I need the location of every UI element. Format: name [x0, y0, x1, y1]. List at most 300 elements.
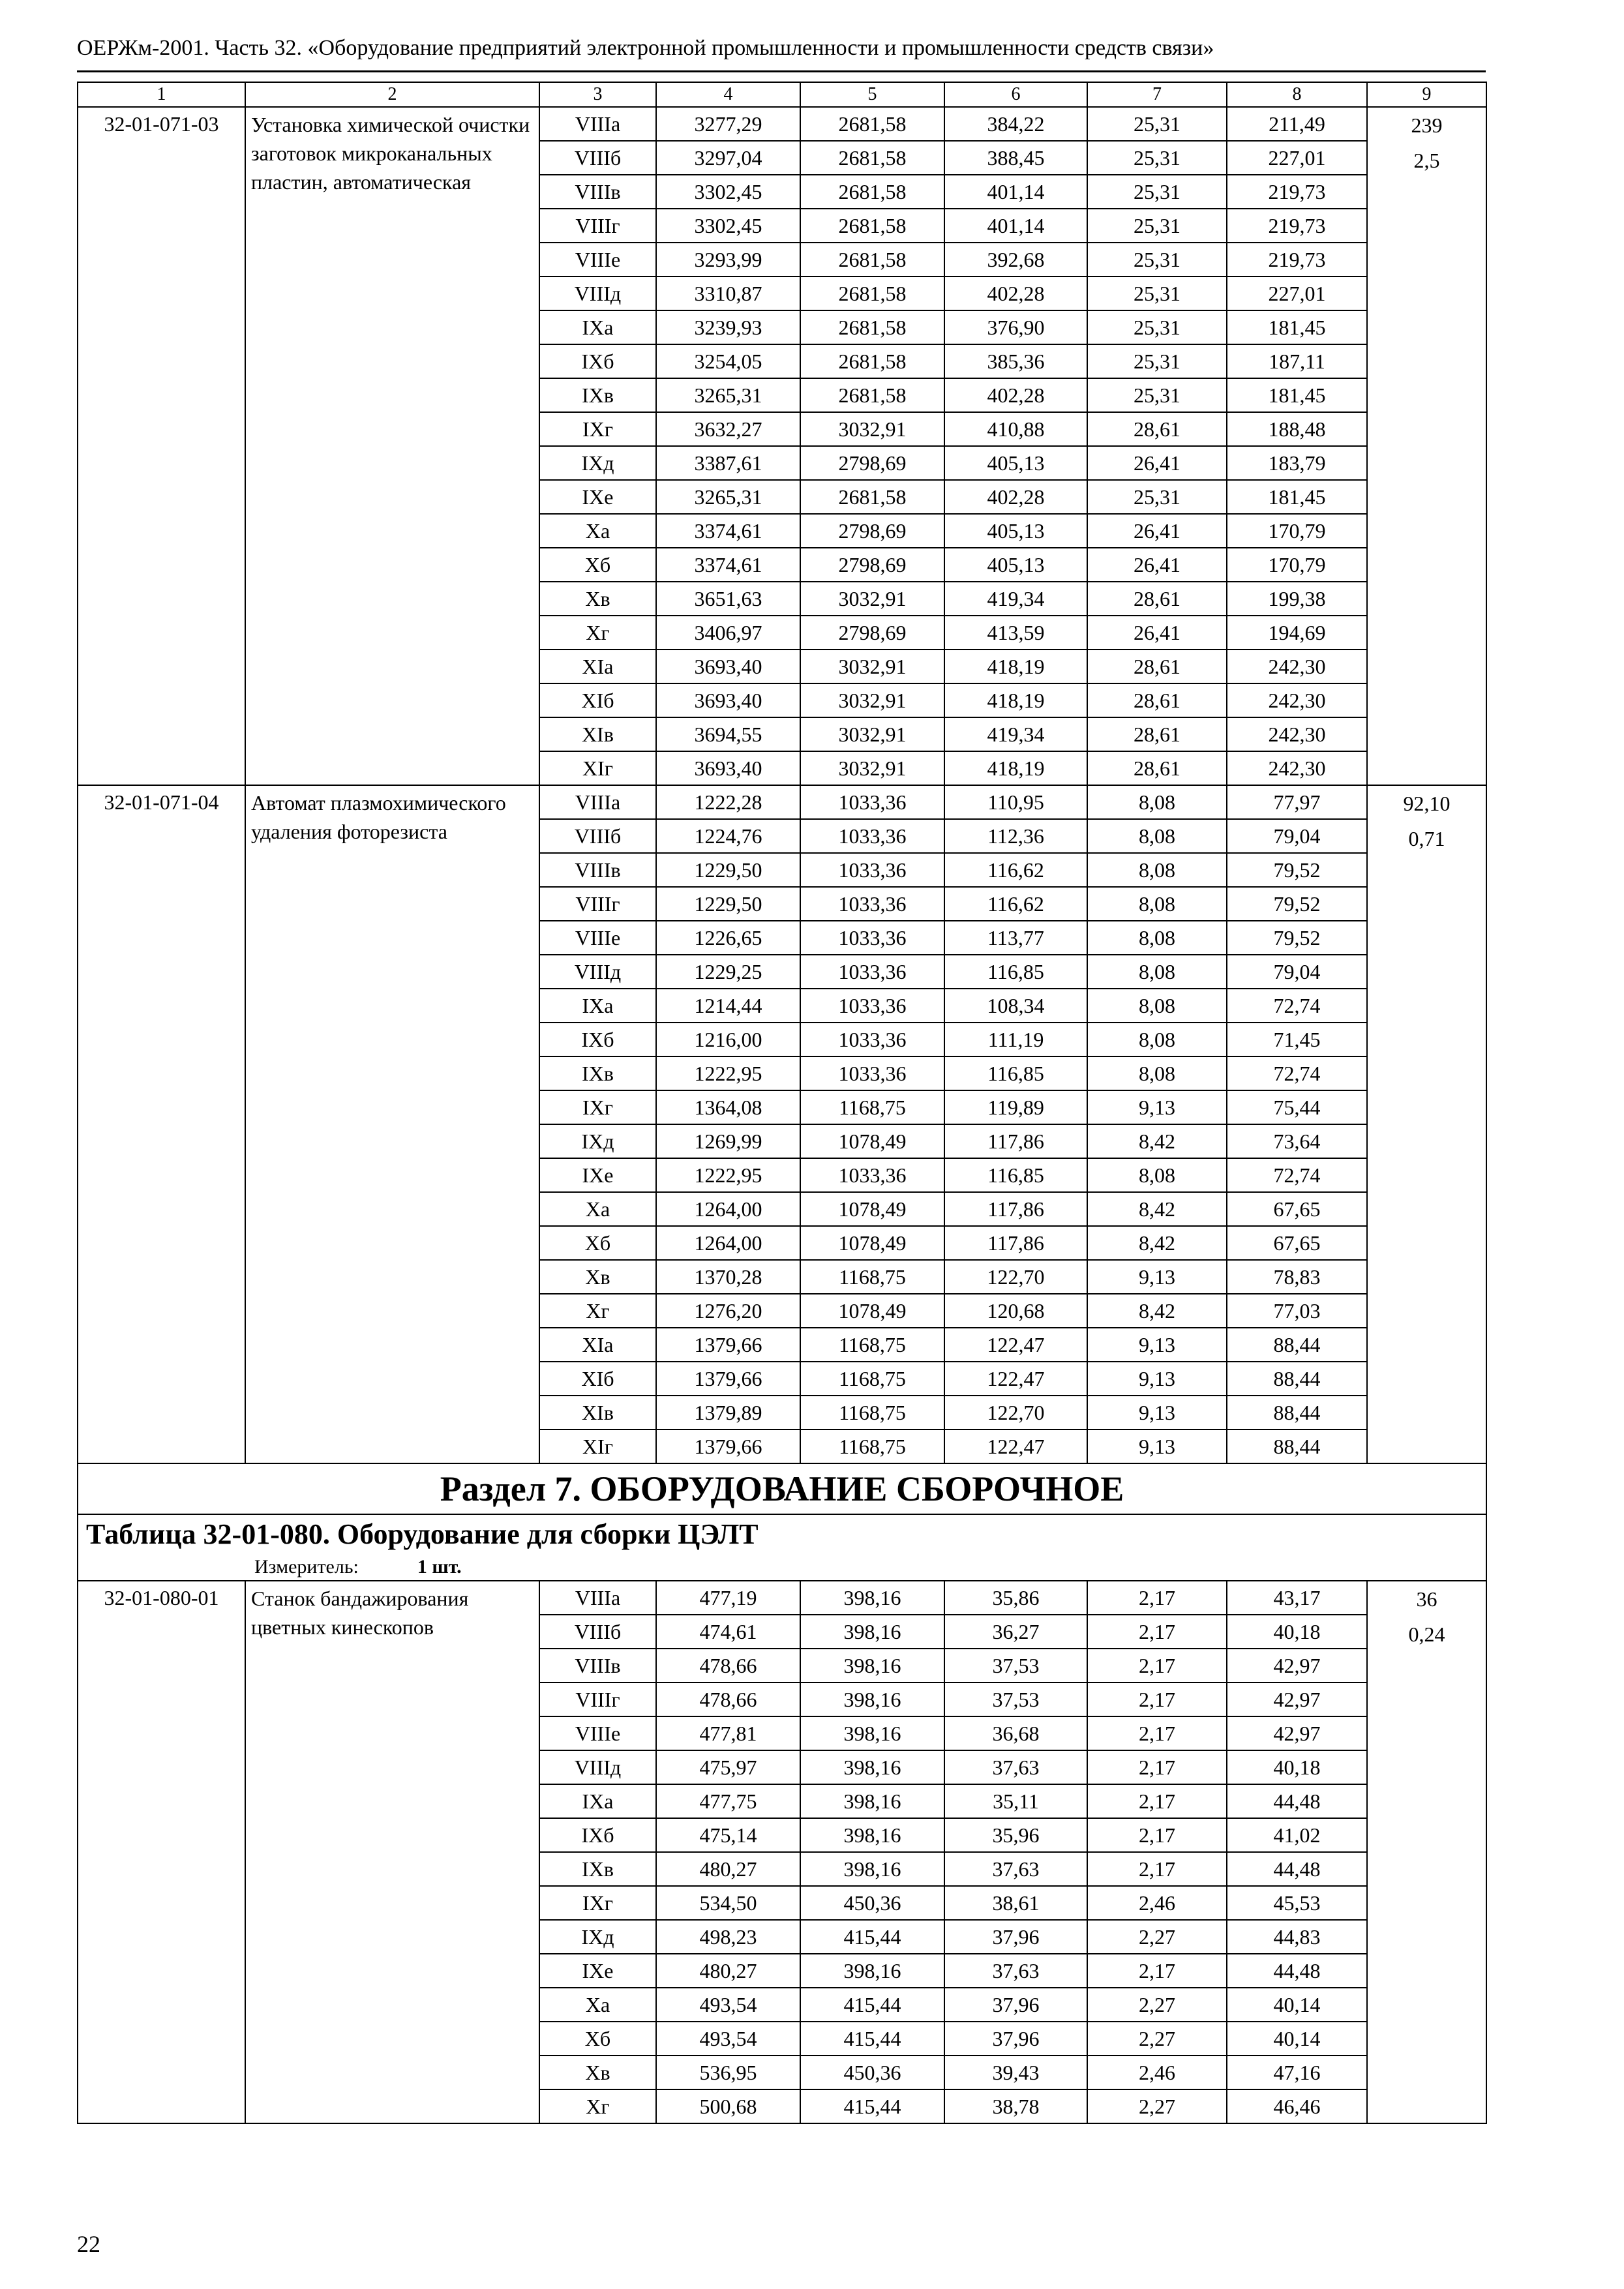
- wage-cell: 398,16: [800, 1784, 944, 1818]
- wage-cell: 2681,58: [800, 480, 944, 514]
- zone-cell: XIг: [539, 1429, 656, 1463]
- machine-wage-cell: 8,08: [1087, 785, 1227, 819]
- machine-wage-cell: 2,17: [1087, 1784, 1227, 1818]
- zone-cell: VIIIд: [539, 277, 656, 310]
- page-header: ОЕРЖм-2001. Часть 32. «Оборудование предприятий электронной промышленности и промышленности средств связи»: [77, 36, 1214, 60]
- machine-cell: 110,95: [944, 785, 1087, 819]
- wage-cell: 1168,75: [800, 1090, 944, 1124]
- total-cell: 493,54: [656, 1988, 800, 2022]
- materials-cell: 88,44: [1227, 1328, 1367, 1362]
- machine-cell: 38,61: [944, 1886, 1087, 1920]
- wage-cell: 2798,69: [800, 548, 944, 582]
- zone-cell: Xг: [539, 2089, 656, 2123]
- zone-cell: IXв: [539, 1056, 656, 1090]
- zone-cell: IXа: [539, 1784, 656, 1818]
- zone-cell: IXб: [539, 1023, 656, 1056]
- machinist-hours: 2,5: [1413, 149, 1440, 172]
- machine-cell: 35,86: [944, 1581, 1087, 1615]
- machine-cell: 418,19: [944, 751, 1087, 785]
- materials-cell: 46,46: [1227, 2089, 1367, 2123]
- wage-cell: 1033,36: [800, 785, 944, 819]
- machine-wage-cell: 28,61: [1087, 582, 1227, 616]
- materials-cell: 211,49: [1227, 107, 1367, 141]
- machine-wage-cell: 9,13: [1087, 1429, 1227, 1463]
- materials-cell: 47,16: [1227, 2056, 1367, 2089]
- zone-cell: IXе: [539, 1954, 656, 1988]
- machine-cell: 37,53: [944, 1649, 1087, 1683]
- machine-wage-cell: 8,42: [1087, 1226, 1227, 1260]
- wage-cell: 2681,58: [800, 310, 944, 344]
- item-code: 32-01-080-01: [78, 1581, 245, 2123]
- total-cell: 3387,61: [656, 446, 800, 480]
- materials-cell: 43,17: [1227, 1581, 1367, 1615]
- machine-cell: 418,19: [944, 650, 1087, 683]
- machine-wage-cell: 9,13: [1087, 1090, 1227, 1124]
- machine-wage-cell: 8,08: [1087, 1158, 1227, 1192]
- zone-cell: IXд: [539, 1124, 656, 1158]
- machine-wage-cell: 9,13: [1087, 1260, 1227, 1294]
- machine-wage-cell: 25,31: [1087, 107, 1227, 141]
- machine-wage-cell: 8,08: [1087, 955, 1227, 989]
- materials-cell: 44,48: [1227, 1954, 1367, 1988]
- column-number: 5: [800, 82, 944, 107]
- total-cell: 478,66: [656, 1649, 800, 1683]
- zone-cell: IXд: [539, 1920, 656, 1954]
- materials-cell: 73,64: [1227, 1124, 1367, 1158]
- machine-cell: 35,11: [944, 1784, 1087, 1818]
- total-cell: 3265,31: [656, 378, 800, 412]
- materials-cell: 78,83: [1227, 1260, 1367, 1294]
- header-rule: [77, 70, 1486, 72]
- machine-wage-cell: 25,31: [1087, 277, 1227, 310]
- column-number: 2: [245, 82, 539, 107]
- wage-cell: 415,44: [800, 1988, 944, 2022]
- materials-cell: 75,44: [1227, 1090, 1367, 1124]
- machine-cell: 122,47: [944, 1328, 1087, 1362]
- wage-cell: 2798,69: [800, 514, 944, 548]
- machine-cell: 405,13: [944, 548, 1087, 582]
- machine-wage-cell: 28,61: [1087, 751, 1227, 785]
- zone-cell: VIIIе: [539, 243, 656, 277]
- materials-cell: 181,45: [1227, 480, 1367, 514]
- total-cell: 3293,99: [656, 243, 800, 277]
- machine-cell: 405,13: [944, 446, 1087, 480]
- machine-wage-cell: 9,13: [1087, 1328, 1227, 1362]
- zone-cell: IXг: [539, 1886, 656, 1920]
- total-cell: 1229,25: [656, 955, 800, 989]
- wage-cell: 2798,69: [800, 616, 944, 650]
- machine-cell: 122,70: [944, 1396, 1087, 1429]
- column-number: 7: [1087, 82, 1227, 107]
- labor-hours: 36: [1416, 1587, 1437, 1611]
- total-cell: 3239,93: [656, 310, 800, 344]
- total-cell: 493,54: [656, 2022, 800, 2056]
- materials-cell: 45,53: [1227, 1886, 1367, 1920]
- machine-wage-cell: 2,17: [1087, 1750, 1227, 1784]
- machine-cell: 116,62: [944, 887, 1087, 921]
- materials-cell: 88,44: [1227, 1429, 1367, 1463]
- materials-cell: 71,45: [1227, 1023, 1367, 1056]
- wage-cell: 1033,36: [800, 1056, 944, 1090]
- machine-cell: 35,96: [944, 1818, 1087, 1852]
- total-cell: 1379,66: [656, 1328, 800, 1362]
- zone-cell: IXе: [539, 1158, 656, 1192]
- machine-cell: 119,89: [944, 1090, 1087, 1124]
- machine-cell: 37,96: [944, 1988, 1087, 2022]
- wage-cell: 3032,91: [800, 412, 944, 446]
- machine-cell: 113,77: [944, 921, 1087, 955]
- measure-label: Измеритель:: [254, 1556, 359, 1578]
- wage-cell: 415,44: [800, 2022, 944, 2056]
- zone-cell: VIIIв: [539, 1649, 656, 1683]
- machine-wage-cell: 26,41: [1087, 616, 1227, 650]
- wage-cell: 1033,36: [800, 955, 944, 989]
- wage-cell: 450,36: [800, 1886, 944, 1920]
- materials-cell: 242,30: [1227, 751, 1367, 785]
- materials-cell: 67,65: [1227, 1192, 1367, 1226]
- machine-wage-cell: 8,08: [1087, 1023, 1227, 1056]
- total-cell: 1226,65: [656, 921, 800, 955]
- total-cell: 1216,00: [656, 1023, 800, 1056]
- zone-cell: VIIIд: [539, 955, 656, 989]
- materials-cell: 40,18: [1227, 1750, 1367, 1784]
- materials-cell: 242,30: [1227, 683, 1367, 717]
- machine-cell: 418,19: [944, 683, 1087, 717]
- materials-cell: 44,83: [1227, 1920, 1367, 1954]
- wage-cell: 398,16: [800, 1615, 944, 1649]
- total-cell: 480,27: [656, 1954, 800, 1988]
- total-cell: 1224,76: [656, 819, 800, 853]
- total-cell: 1276,20: [656, 1294, 800, 1328]
- machine-cell: 37,96: [944, 1920, 1087, 1954]
- materials-cell: 72,74: [1227, 1056, 1367, 1090]
- wage-cell: 1168,75: [800, 1328, 944, 1362]
- machine-wage-cell: 2,17: [1087, 1852, 1227, 1886]
- wage-cell: 415,44: [800, 1920, 944, 1954]
- materials-cell: 79,52: [1227, 853, 1367, 887]
- total-cell: 3254,05: [656, 344, 800, 378]
- zone-cell: VIIIг: [539, 1683, 656, 1716]
- wage-cell: 1078,49: [800, 1192, 944, 1226]
- zone-cell: IXб: [539, 344, 656, 378]
- total-cell: 1214,44: [656, 989, 800, 1023]
- machine-wage-cell: 28,61: [1087, 412, 1227, 446]
- zone-cell: XIв: [539, 1396, 656, 1429]
- total-cell: 534,50: [656, 1886, 800, 1920]
- wage-cell: 3032,91: [800, 717, 944, 751]
- total-cell: 477,75: [656, 1784, 800, 1818]
- wage-cell: 3032,91: [800, 683, 944, 717]
- machine-cell: 385,36: [944, 344, 1087, 378]
- wage-cell: 3032,91: [800, 582, 944, 616]
- table-title-row: [78, 1514, 1486, 1554]
- materials-cell: 42,97: [1227, 1683, 1367, 1716]
- machine-wage-cell: 2,46: [1087, 2056, 1227, 2089]
- materials-cell: 79,04: [1227, 955, 1367, 989]
- measure-value: 1 шт.: [417, 1556, 462, 1578]
- machine-cell: 117,86: [944, 1192, 1087, 1226]
- materials-cell: 77,97: [1227, 785, 1367, 819]
- zone-cell: IXг: [539, 1090, 656, 1124]
- materials-cell: 219,73: [1227, 175, 1367, 209]
- total-cell: 1379,66: [656, 1362, 800, 1396]
- section-title: Раздел 7. ОБОРУДОВАНИЕ СБОРОЧНОЕ: [78, 1463, 1486, 1514]
- total-cell: 3297,04: [656, 141, 800, 175]
- machine-cell: 419,34: [944, 717, 1087, 751]
- total-cell: 1222,95: [656, 1056, 800, 1090]
- total-cell: 3277,29: [656, 107, 800, 141]
- materials-cell: 67,65: [1227, 1226, 1367, 1260]
- machine-wage-cell: 2,17: [1087, 1581, 1227, 1615]
- machine-wage-cell: 2,17: [1087, 1716, 1227, 1750]
- table-title: Таблица 32-01-080. Оборудование для сборки ЦЭЛТ: [78, 1514, 1486, 1554]
- materials-cell: 219,73: [1227, 209, 1367, 243]
- total-cell: 3651,63: [656, 582, 800, 616]
- total-cell: 3374,61: [656, 548, 800, 582]
- zone-cell: IXа: [539, 989, 656, 1023]
- table-row: [78, 107, 1486, 141]
- zone-cell: Xг: [539, 616, 656, 650]
- total-cell: 536,95: [656, 2056, 800, 2089]
- zone-cell: XIа: [539, 1328, 656, 1362]
- machine-wage-cell: 2,17: [1087, 1649, 1227, 1683]
- machine-wage-cell: 8,42: [1087, 1294, 1227, 1328]
- column-number-row: [78, 82, 1486, 107]
- materials-cell: 79,04: [1227, 819, 1367, 853]
- machine-wage-cell: 8,08: [1087, 887, 1227, 921]
- total-cell: 477,81: [656, 1716, 800, 1750]
- wage-cell: 398,16: [800, 1581, 944, 1615]
- machine-cell: 116,85: [944, 1056, 1087, 1090]
- column-number: 9: [1367, 82, 1486, 107]
- total-cell: 3694,55: [656, 717, 800, 751]
- total-cell: 1264,00: [656, 1226, 800, 1260]
- machine-wage-cell: 25,31: [1087, 175, 1227, 209]
- total-cell: 3406,97: [656, 616, 800, 650]
- total-cell: 478,66: [656, 1683, 800, 1716]
- section-row: [78, 1463, 1486, 1514]
- labor-cell: [1367, 107, 1486, 785]
- zone-cell: VIIIб: [539, 141, 656, 175]
- zone-cell: XIв: [539, 717, 656, 751]
- zone-cell: VIIIг: [539, 887, 656, 921]
- zone-cell: XIа: [539, 650, 656, 683]
- zone-cell: IXе: [539, 480, 656, 514]
- machine-wage-cell: 2,17: [1087, 1615, 1227, 1649]
- measure-row: [78, 1554, 1486, 1581]
- machine-wage-cell: 8,08: [1087, 853, 1227, 887]
- zone-cell: Xб: [539, 548, 656, 582]
- machine-cell: 117,86: [944, 1226, 1087, 1260]
- machine-cell: 376,90: [944, 310, 1087, 344]
- machinist-hours: 0,71: [1408, 827, 1445, 850]
- materials-cell: 79,52: [1227, 887, 1367, 921]
- materials-cell: 242,30: [1227, 717, 1367, 751]
- machine-cell: 122,70: [944, 1260, 1087, 1294]
- zone-cell: VIIIг: [539, 209, 656, 243]
- column-number: 4: [656, 82, 800, 107]
- machine-wage-cell: 2,27: [1087, 2022, 1227, 2056]
- machine-wage-cell: 26,41: [1087, 446, 1227, 480]
- wage-cell: 1168,75: [800, 1396, 944, 1429]
- column-number: 1: [78, 82, 245, 107]
- machine-wage-cell: 28,61: [1087, 650, 1227, 683]
- machine-cell: 122,47: [944, 1362, 1087, 1396]
- wage-cell: 398,16: [800, 1954, 944, 1988]
- total-cell: 3302,45: [656, 209, 800, 243]
- machine-cell: 384,22: [944, 107, 1087, 141]
- wage-cell: 398,16: [800, 1818, 944, 1852]
- materials-cell: 170,79: [1227, 548, 1367, 582]
- machine-cell: 122,47: [944, 1429, 1087, 1463]
- materials-cell: 79,52: [1227, 921, 1367, 955]
- machine-wage-cell: 8,08: [1087, 1056, 1227, 1090]
- machine-wage-cell: 2,17: [1087, 1683, 1227, 1716]
- zone-cell: Xв: [539, 2056, 656, 2089]
- machine-wage-cell: 25,31: [1087, 243, 1227, 277]
- machine-cell: 108,34: [944, 989, 1087, 1023]
- machine-cell: 38,78: [944, 2089, 1087, 2123]
- zone-cell: Xб: [539, 2022, 656, 2056]
- total-cell: 480,27: [656, 1852, 800, 1886]
- materials-cell: 183,79: [1227, 446, 1367, 480]
- wage-cell: 1033,36: [800, 1158, 944, 1192]
- labor-hours: 92,10: [1403, 792, 1451, 815]
- wage-cell: 1078,49: [800, 1294, 944, 1328]
- total-cell: 3632,27: [656, 412, 800, 446]
- item-name: Автомат плазмохимического удаления фоторезиста: [245, 785, 539, 1463]
- zone-cell: VIIIб: [539, 819, 656, 853]
- machine-cell: 37,96: [944, 2022, 1087, 2056]
- materials-cell: 72,74: [1227, 989, 1367, 1023]
- wage-cell: 1033,36: [800, 853, 944, 887]
- wage-cell: 2681,58: [800, 141, 944, 175]
- machine-cell: 402,28: [944, 277, 1087, 310]
- wage-cell: 2681,58: [800, 107, 944, 141]
- materials-cell: 42,97: [1227, 1716, 1367, 1750]
- materials-cell: 44,48: [1227, 1852, 1367, 1886]
- wage-cell: 450,36: [800, 2056, 944, 2089]
- machine-wage-cell: 25,31: [1087, 209, 1227, 243]
- machine-cell: 405,13: [944, 514, 1087, 548]
- materials-cell: 170,79: [1227, 514, 1367, 548]
- total-cell: 3302,45: [656, 175, 800, 209]
- machine-wage-cell: 2,27: [1087, 1920, 1227, 1954]
- machine-wage-cell: 8,42: [1087, 1192, 1227, 1226]
- machine-wage-cell: 25,31: [1087, 378, 1227, 412]
- table-row: [78, 785, 1486, 819]
- materials-cell: 227,01: [1227, 141, 1367, 175]
- machine-wage-cell: 8,08: [1087, 819, 1227, 853]
- machine-cell: 401,14: [944, 209, 1087, 243]
- materials-cell: 40,18: [1227, 1615, 1367, 1649]
- wage-cell: 1078,49: [800, 1226, 944, 1260]
- machine-cell: 111,19: [944, 1023, 1087, 1056]
- machine-wage-cell: 2,17: [1087, 1954, 1227, 1988]
- machine-cell: 116,85: [944, 1158, 1087, 1192]
- wage-cell: 398,16: [800, 1852, 944, 1886]
- item-name: Установка химической очистки заготовок микроканальных пластин, автоматическая: [245, 107, 539, 785]
- materials-cell: 181,45: [1227, 310, 1367, 344]
- zone-cell: IXа: [539, 310, 656, 344]
- zone-cell: VIIIа: [539, 785, 656, 819]
- total-cell: 1264,00: [656, 1192, 800, 1226]
- zone-cell: VIIIе: [539, 921, 656, 955]
- machine-cell: 116,85: [944, 955, 1087, 989]
- total-cell: 1364,08: [656, 1090, 800, 1124]
- item-code: 32-01-071-04: [78, 785, 245, 1463]
- total-cell: 477,19: [656, 1581, 800, 1615]
- zone-cell: XIг: [539, 751, 656, 785]
- zone-cell: Xв: [539, 582, 656, 616]
- total-cell: 3693,40: [656, 683, 800, 717]
- materials-cell: 44,48: [1227, 1784, 1367, 1818]
- machine-cell: 112,36: [944, 819, 1087, 853]
- wage-cell: 1033,36: [800, 921, 944, 955]
- wage-cell: 1033,36: [800, 819, 944, 853]
- machine-cell: 37,63: [944, 1954, 1087, 1988]
- total-cell: 3693,40: [656, 650, 800, 683]
- rates-table: [77, 82, 1487, 2124]
- wage-cell: 1168,75: [800, 1260, 944, 1294]
- wage-cell: 2798,69: [800, 446, 944, 480]
- zone-cell: Xг: [539, 1294, 656, 1328]
- zone-cell: Xб: [539, 1226, 656, 1260]
- machine-cell: 402,28: [944, 378, 1087, 412]
- materials-cell: 242,30: [1227, 650, 1367, 683]
- machine-wage-cell: 8,08: [1087, 921, 1227, 955]
- machine-wage-cell: 28,61: [1087, 717, 1227, 751]
- total-cell: 1269,99: [656, 1124, 800, 1158]
- machine-wage-cell: 28,61: [1087, 683, 1227, 717]
- wage-cell: 1168,75: [800, 1429, 944, 1463]
- machine-wage-cell: 2,27: [1087, 1988, 1227, 2022]
- zone-cell: VIIIе: [539, 1716, 656, 1750]
- total-cell: 1229,50: [656, 887, 800, 921]
- machine-cell: 37,63: [944, 1750, 1087, 1784]
- machine-wage-cell: 25,31: [1087, 310, 1227, 344]
- machine-cell: 413,59: [944, 616, 1087, 650]
- machine-wage-cell: 25,31: [1087, 141, 1227, 175]
- zone-cell: VIIIв: [539, 853, 656, 887]
- machine-cell: 401,14: [944, 175, 1087, 209]
- wage-cell: 3032,91: [800, 650, 944, 683]
- zone-cell: IXв: [539, 378, 656, 412]
- wage-cell: 415,44: [800, 2089, 944, 2123]
- zone-cell: VIIIб: [539, 1615, 656, 1649]
- materials-cell: 40,14: [1227, 2022, 1367, 2056]
- materials-cell: 77,03: [1227, 1294, 1367, 1328]
- machine-cell: 37,53: [944, 1683, 1087, 1716]
- wage-cell: 2681,58: [800, 277, 944, 310]
- materials-cell: 219,73: [1227, 243, 1367, 277]
- labor-hours: 239: [1411, 113, 1443, 137]
- machinist-hours: 0,24: [1408, 1623, 1445, 1646]
- machine-wage-cell: 8,08: [1087, 989, 1227, 1023]
- materials-cell: 88,44: [1227, 1362, 1367, 1396]
- machine-cell: 392,68: [944, 243, 1087, 277]
- zone-cell: IXг: [539, 412, 656, 446]
- materials-cell: 42,97: [1227, 1649, 1367, 1683]
- item-name: Станок бандажирования цветных кинескопов: [245, 1581, 539, 2123]
- wage-cell: 1033,36: [800, 1023, 944, 1056]
- machine-cell: 36,27: [944, 1615, 1087, 1649]
- wage-cell: 398,16: [800, 1750, 944, 1784]
- machine-wage-cell: 26,41: [1087, 514, 1227, 548]
- zone-cell: Xв: [539, 1260, 656, 1294]
- total-cell: 3310,87: [656, 277, 800, 310]
- measure-cell: [78, 1554, 1486, 1581]
